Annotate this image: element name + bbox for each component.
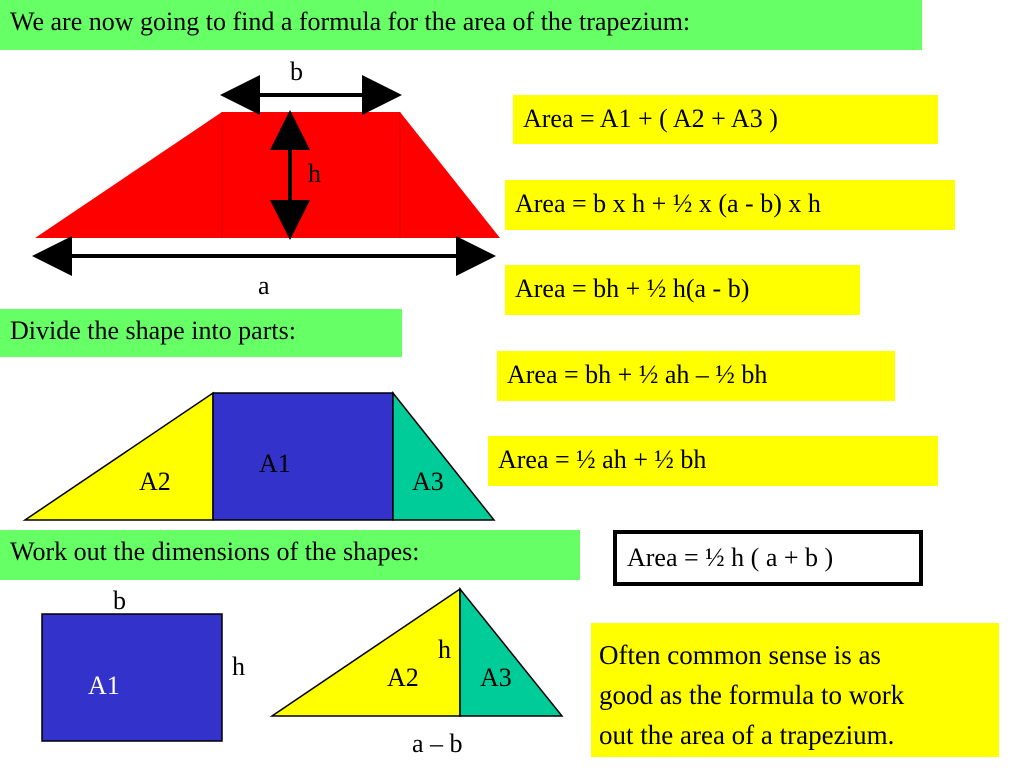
- divide-heading: Divide the shape into parts:: [0, 309, 402, 357]
- rectangle-a1: [42, 614, 222, 741]
- red-trapezium: [35, 112, 500, 238]
- derivation-step-2: Area = b x h + ½ x (a - b) x h: [505, 180, 955, 230]
- final-formula: Area = ½ h ( a + b ): [613, 530, 923, 586]
- part-a2-triangle: [25, 393, 213, 520]
- tri-label-a3: A3: [480, 663, 512, 692]
- note-line-3: out the area of a trapezium.: [599, 720, 895, 750]
- part-a3-triangle: [393, 393, 494, 520]
- red-right-triangle: [400, 112, 500, 238]
- triangle-a3: [460, 589, 562, 716]
- tri-label-a2: A2: [387, 663, 419, 692]
- tri-label-base: a – b: [412, 729, 463, 758]
- label-top-b: b: [290, 57, 303, 86]
- derivation-step-5: Area = ½ ah + ½ bh: [488, 436, 938, 486]
- label-a3: A3: [412, 467, 444, 496]
- dimensions-heading: Work out the dimensions of the shapes:: [0, 530, 580, 580]
- label-a1: A1: [259, 449, 291, 478]
- label-height-h: h: [308, 159, 321, 188]
- red-left-triangle: [35, 112, 222, 238]
- note-line-2: good as the formula to work: [599, 680, 905, 710]
- derivation-step-4: Area = bh + ½ ah – ½ bh: [497, 351, 895, 401]
- note-line-1: Often common sense is as: [599, 640, 881, 670]
- rect-label-h: h: [232, 652, 245, 681]
- intro-heading: We are now going to find a formula for the area of the trapezium:: [0, 0, 922, 50]
- label-base-a: a: [258, 271, 270, 300]
- rect-label-a1: A1: [88, 671, 120, 700]
- label-a2: A2: [139, 467, 171, 496]
- triangle-a2: [272, 589, 460, 716]
- derivation-step-3: Area = bh + ½ h(a - b): [505, 265, 860, 315]
- rect-label-b: b: [113, 586, 126, 615]
- tri-label-h: h: [438, 635, 451, 664]
- part-a1-rectangle: [213, 393, 393, 520]
- derivation-step-1: Area = A1 + ( A2 + A3 ): [513, 95, 938, 144]
